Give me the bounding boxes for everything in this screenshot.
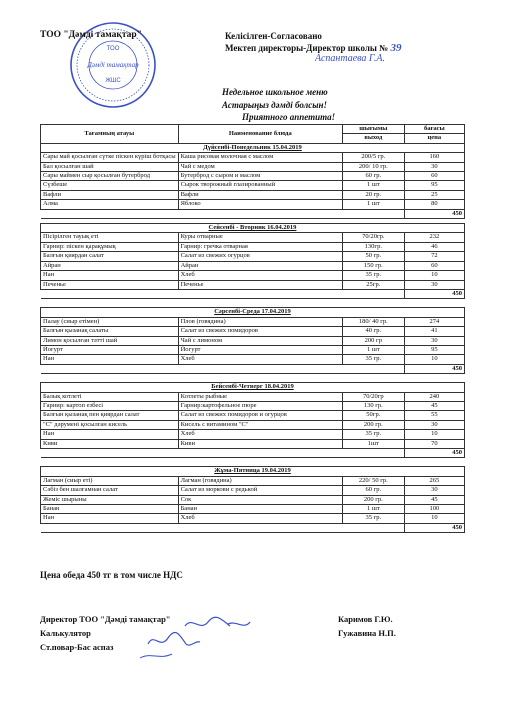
dish-ru-cell: Хлеб xyxy=(178,271,342,280)
dish-kz-cell: Алма xyxy=(41,200,179,209)
yield-cell: 220/ 50 гр. xyxy=(343,476,405,485)
approver-handwritten: Аспантаева Г.А. xyxy=(315,53,385,64)
dish-kz-cell: Сүзбеше xyxy=(41,181,179,190)
price-cell: 25 xyxy=(404,190,464,199)
dish-kz-cell: Вафли xyxy=(41,190,179,199)
yield-cell: 1шт xyxy=(343,439,405,448)
price-cell: 30 xyxy=(404,280,464,289)
dish-kz-cell: Балғын қиярдан салат xyxy=(41,252,179,261)
calculator-label: Калькулятор xyxy=(40,628,91,638)
total-blank-cell xyxy=(41,523,405,532)
yield-cell: 180/ 40 гр. xyxy=(343,317,405,326)
chef-label: Ст.повар-Бас аспаз xyxy=(40,642,114,652)
dish-ru-cell: Йогурт xyxy=(178,345,342,354)
col-price-ru: цена xyxy=(404,134,464,143)
dish-ru-cell: Плов (говядина) xyxy=(178,317,342,326)
day-title: Жұма-Пятница 19.04.2019 xyxy=(41,467,465,476)
menu-table xyxy=(40,124,465,533)
price-cell: 100 xyxy=(404,505,464,514)
total-blank-cell xyxy=(41,289,405,298)
table-row xyxy=(41,401,465,410)
table-row xyxy=(41,336,465,345)
yield-cell: 1 шт xyxy=(343,200,405,209)
table-row xyxy=(41,327,465,336)
dish-kz-cell: Гарнир: піскен қарақұмық xyxy=(41,242,179,251)
dish-kz-cell: Нан xyxy=(41,355,179,364)
price-cell: 70 xyxy=(404,439,464,448)
seal-text-top: ТОО xyxy=(106,46,120,52)
table-row xyxy=(41,162,465,171)
dish-kz-cell: Балғын қызанақ салаты xyxy=(41,327,179,336)
col-yield-kz: шығымы xyxy=(343,125,405,134)
dish-ru-cell: Куры отварные xyxy=(178,233,342,242)
dish-ru-cell: Салат из моркови с редькой xyxy=(178,486,342,495)
price-cell: 45 xyxy=(404,401,464,410)
day-title: Бейсенбі-Четверг 18.04.2019 xyxy=(41,383,465,392)
table-row xyxy=(41,392,465,401)
approval-title: Келісілген-Согласовано xyxy=(225,31,322,41)
dish-kz-cell: Лагман (сиыр еті) xyxy=(41,476,179,485)
yield-cell: 60 гр. xyxy=(343,486,405,495)
price-cell: 41 xyxy=(404,327,464,336)
dish-kz-cell: Нан xyxy=(41,514,179,523)
dish-ru-cell: Хлеб xyxy=(178,355,342,364)
price-cell: 274 xyxy=(404,317,464,326)
dish-kz-cell: Киви xyxy=(41,439,179,448)
price-cell: 30 xyxy=(404,162,464,171)
yield-cell: 20 гр. xyxy=(343,190,405,199)
day-spacer-row xyxy=(41,299,465,308)
seal-text-name: Дәмді тамақтар xyxy=(87,61,139,69)
calculator-name: Гужавина Н.П. xyxy=(338,628,396,638)
day-total-row xyxy=(41,523,465,532)
dish-ru-cell: Кисель с витамином "С" xyxy=(178,420,342,429)
table-row xyxy=(41,233,465,242)
table-row xyxy=(41,190,465,199)
dish-kz-cell: Палау (сиыр етімен) xyxy=(41,317,179,326)
price-cell: 45 xyxy=(404,495,464,504)
table-row xyxy=(41,355,465,364)
dish-kz-cell: Пісірілген тауық еті xyxy=(41,233,179,242)
price-cell: 30 xyxy=(404,486,464,495)
dish-ru-cell: Бутерброд с сыром и маслом xyxy=(178,172,342,181)
dish-kz-cell: Сары маймен сыр қосылған бутерброд xyxy=(41,172,179,181)
yield-cell: 200/5 гр. xyxy=(343,153,405,162)
handwritten-signatures xyxy=(130,612,270,662)
dish-ru-cell: Банан xyxy=(178,505,342,514)
price-cell: 95 xyxy=(404,345,464,354)
table-row xyxy=(41,200,465,209)
col-yield-ru: выход xyxy=(343,134,405,143)
dish-ru-cell: Лагман (говядина) xyxy=(178,476,342,485)
dish-ru-cell: Хлеб xyxy=(178,514,342,523)
dish-ru-cell: Гарнир:картофельное пюре xyxy=(178,401,342,410)
price-cell: 30 xyxy=(404,420,464,429)
dish-kz-cell: Печенье xyxy=(41,280,179,289)
dish-kz-cell: "С" дәрумені қосылған кисель xyxy=(41,420,179,429)
yield-cell: 130гр. xyxy=(343,242,405,251)
yield-cell: 150 гр. xyxy=(343,261,405,270)
dish-ru-cell: Котлеты рыбные xyxy=(178,392,342,401)
table-row xyxy=(41,261,465,270)
day-header-row xyxy=(41,467,465,476)
price-cell: 265 xyxy=(404,476,464,485)
lunch-price-note: Цена обеда 450 тг в том числе НДС xyxy=(40,570,183,580)
yield-cell: 1 шт xyxy=(343,505,405,514)
price-cell: 10 xyxy=(404,514,464,523)
dish-ru-cell: Чай с лимоном xyxy=(178,336,342,345)
table-row xyxy=(41,505,465,514)
yield-cell: 60 гр. xyxy=(343,172,405,181)
day-total-cell: 450 xyxy=(404,449,464,458)
total-blank-cell xyxy=(41,449,405,458)
yield-cell: 35 гр. xyxy=(343,430,405,439)
table-header-row xyxy=(41,125,465,134)
spacer-cell xyxy=(41,458,465,467)
dish-ru-cell: Сырок творожный глазированный xyxy=(178,181,342,190)
day-header-row xyxy=(41,224,465,233)
price-cell: 72 xyxy=(404,252,464,261)
price-cell: 232 xyxy=(404,233,464,242)
dish-kz-cell: Сәбіз бен шалғамнан салат xyxy=(41,486,179,495)
col-kz-name: Тағамның атауы xyxy=(41,125,179,144)
yield-cell: 1 шт xyxy=(343,345,405,354)
dish-kz-cell: Сары май қосылған сүтке піскен күріш ботқасы xyxy=(41,153,179,162)
dish-kz-cell: Йогурт xyxy=(41,345,179,354)
price-cell: 60 xyxy=(404,261,464,270)
day-spacer-row xyxy=(41,458,465,467)
table-row xyxy=(41,495,465,504)
table-row xyxy=(41,486,465,495)
yield-cell: 70/20гр xyxy=(343,392,405,401)
table-row xyxy=(41,252,465,261)
price-cell: 46 xyxy=(404,242,464,251)
table-row xyxy=(41,317,465,326)
table-row xyxy=(41,242,465,251)
table-row xyxy=(41,280,465,289)
yield-cell: 70/20гр. xyxy=(343,233,405,242)
dish-ru-cell: Чай с медом xyxy=(178,162,342,171)
dish-kz-cell: Бал қосылған шай xyxy=(41,162,179,171)
dish-kz-cell: Банан xyxy=(41,505,179,514)
dish-kz-cell: Гарнир: картоп езбесі xyxy=(41,401,179,410)
day-total-row xyxy=(41,449,465,458)
price-cell: 80 xyxy=(404,200,464,209)
yield-cell: 1 шт xyxy=(343,181,405,190)
yield-cell: 35 гр. xyxy=(343,355,405,364)
dish-kz-cell: Балық котлеті xyxy=(41,392,179,401)
dish-ru-cell: Яблоко xyxy=(178,200,342,209)
menu-title xyxy=(222,86,335,124)
day-total-cell: 450 xyxy=(404,289,464,298)
yield-cell: 40 гр. xyxy=(343,327,405,336)
price-cell: 60 xyxy=(404,172,464,181)
dish-kz-cell: Балғын қызанақ пен қиярдан салат xyxy=(41,411,179,420)
spacer-cell xyxy=(41,299,465,308)
table-row xyxy=(41,153,465,162)
approval-role-text: Мектеп директоры-Директор школы № xyxy=(225,43,389,53)
dish-kz-cell: Жеміс шырыны xyxy=(41,495,179,504)
menu-title-line2: Астарыңыз дәмді болсын! xyxy=(222,99,327,110)
dish-ru-cell: Сок xyxy=(178,495,342,504)
price-cell: 160 xyxy=(404,153,464,162)
yield-cell: 200 гр xyxy=(343,336,405,345)
yield-cell: 200 гр. xyxy=(343,495,405,504)
school-number: 39 xyxy=(390,42,402,54)
day-title: Сейсенбі - Вторник 16.04.2019 xyxy=(41,224,465,233)
dish-ru-cell: Гарнир: гречка отварная xyxy=(178,242,342,251)
dish-ru-cell: Вафли xyxy=(178,190,342,199)
menu-title-line3: Приятного аппетита! xyxy=(242,112,336,122)
day-header-row xyxy=(41,143,465,152)
dish-ru-cell: Салат из свежих помидоров xyxy=(178,327,342,336)
table-row xyxy=(41,411,465,420)
dish-ru-cell: Киви xyxy=(178,439,342,448)
table-row xyxy=(41,430,465,439)
dish-ru-cell: Салат из свежих помидоров и огурцов xyxy=(178,411,342,420)
spacer-cell xyxy=(41,374,465,383)
company-name: ТОО "Дәмді тамақтар" xyxy=(40,30,142,40)
table-row xyxy=(41,271,465,280)
day-total-row xyxy=(41,289,465,298)
total-blank-cell xyxy=(41,364,405,373)
menu-title-line1: Недельное школьное меню xyxy=(222,87,328,97)
table-row xyxy=(41,514,465,523)
dish-ru-cell: Айран xyxy=(178,261,342,270)
day-title: Сәрсенбі-Среда 17.04.2019 xyxy=(41,308,465,317)
yield-cell: 35 гр. xyxy=(343,271,405,280)
director-label: Директор ТОО "Дәмді тамақтар" xyxy=(40,614,171,624)
day-total-row xyxy=(41,364,465,373)
price-cell: 10 xyxy=(404,355,464,364)
total-blank-cell xyxy=(41,209,405,218)
table-row xyxy=(41,172,465,181)
day-total-cell: 450 xyxy=(404,523,464,532)
price-cell: 240 xyxy=(404,392,464,401)
table-row xyxy=(41,181,465,190)
yield-cell: 200 гр. xyxy=(343,420,405,429)
dish-ru-cell: Печенье xyxy=(178,280,342,289)
day-header-row xyxy=(41,383,465,392)
day-title: Дүйсенбі-Понедельник 15.04.2019 xyxy=(41,143,465,152)
day-total-cell: 450 xyxy=(404,209,464,218)
dish-kz-cell: Нан xyxy=(41,271,179,280)
yield-cell: 35 гр. xyxy=(343,514,405,523)
col-price-kz: бағасы xyxy=(404,125,464,134)
dish-ru-cell: Хлеб xyxy=(178,430,342,439)
price-cell: 30 xyxy=(404,336,464,345)
dish-kz-cell: Айран xyxy=(41,261,179,270)
director-name: Каримов Г.Ю. xyxy=(338,614,393,624)
table-row xyxy=(41,420,465,429)
day-total-row xyxy=(41,209,465,218)
yield-cell: 25гр. xyxy=(343,280,405,289)
price-cell: 95 xyxy=(404,181,464,190)
seal-text-bottom: ЖШС xyxy=(105,78,121,84)
day-header-row xyxy=(41,308,465,317)
day-spacer-row xyxy=(41,374,465,383)
dish-ru-cell: Салат из свежих огурцов xyxy=(178,252,342,261)
dish-kz-cell: Лимон қосылған тәтті шай xyxy=(41,336,179,345)
price-cell: 55 xyxy=(404,411,464,420)
price-cell: 10 xyxy=(404,430,464,439)
yield-cell: 130 гр. xyxy=(343,401,405,410)
dish-kz-cell: Нан xyxy=(41,430,179,439)
dish-ru-cell: Каша рисовая молочная с маслом xyxy=(178,153,342,162)
col-ru-name: Наименование блюда xyxy=(178,125,342,144)
table-row xyxy=(41,476,465,485)
signature-names xyxy=(338,612,396,640)
approval-block xyxy=(225,30,401,65)
yield-cell: 200/ 10 гр. xyxy=(343,162,405,171)
table-row xyxy=(41,345,465,354)
day-total-cell: 450 xyxy=(404,364,464,373)
table-row xyxy=(41,439,465,448)
yield-cell: 50 гр. xyxy=(343,252,405,261)
price-cell: 10 xyxy=(404,271,464,280)
yield-cell: 50гр. xyxy=(343,411,405,420)
